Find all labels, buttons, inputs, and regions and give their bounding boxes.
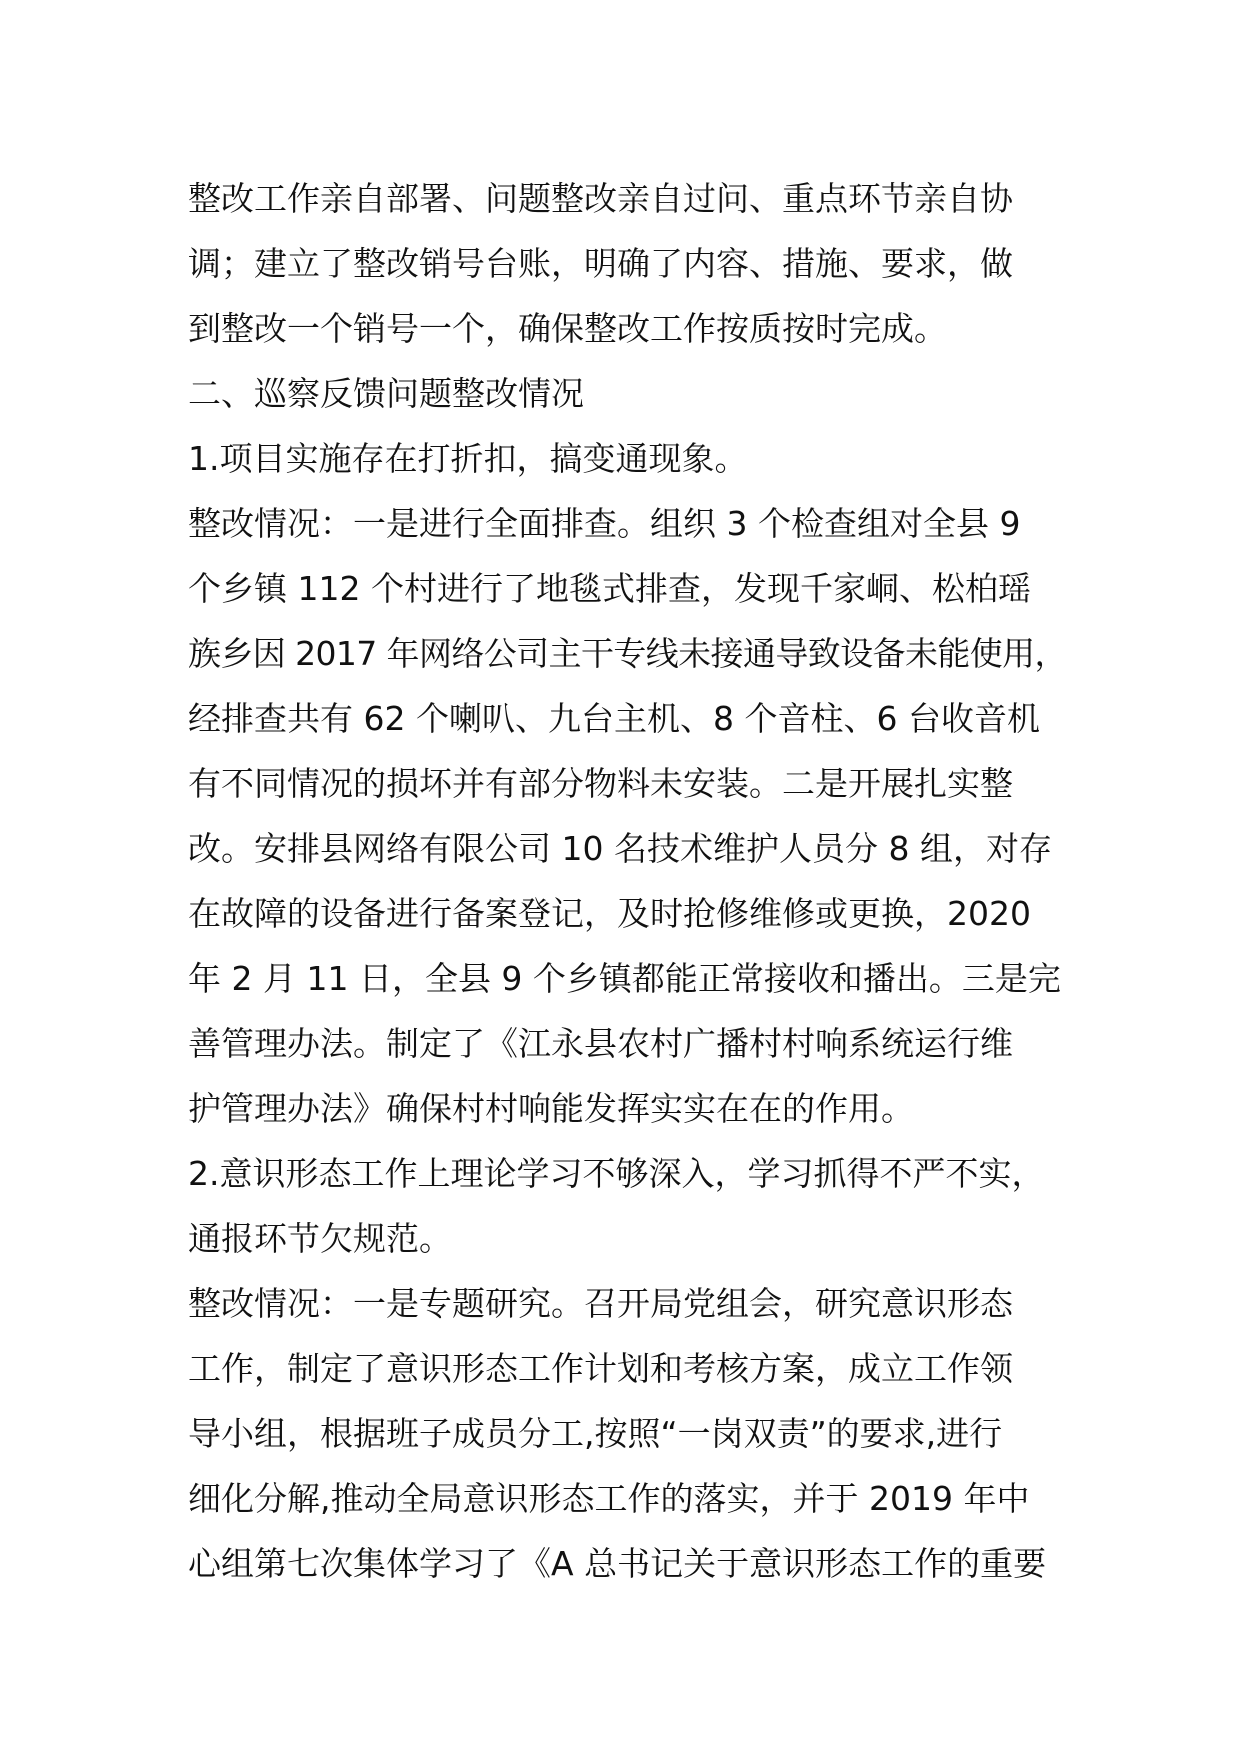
item-heading: 通报环节欠规范。 xyxy=(188,1219,452,1258)
text-line: 护管理办法》确保村村响能发挥实实在在的作用。 xyxy=(188,1089,914,1128)
text-line: 改。安排县网络有限公司 10 名技术维护人员分 8 组，对存 xyxy=(188,829,1052,868)
item-heading: 2.意识形态工作上理论学习不够深入，学习抓得不严不实， xyxy=(188,1154,1045,1193)
section-heading: 二、巡察反馈问题整改情况 xyxy=(188,374,584,413)
document-body xyxy=(188,166,1088,1596)
text-line: 细化分解,推动全局意识形态工作的落实，并于 2019 年中 xyxy=(188,1479,1030,1518)
text-line: 整改工作亲自部署、问题整改亲自过问、重点环节亲自协 xyxy=(188,179,1013,218)
text-line: 族乡因 2017 年网络公司主干专线未接通导致设备未能使用， xyxy=(188,634,1067,673)
text-line: 有不同情况的损坏并有部分物料未安装。二是开展扎实整 xyxy=(188,764,1013,803)
text-line: 导小组，根据班子成员分工,按照“一岗双责”的要求,进行 xyxy=(188,1414,1003,1453)
text-line: 整改情况：一是专题研究。召开局党组会，研究意识形态 xyxy=(188,1284,1013,1323)
text-line: 在故障的设备进行备案登记，及时抢修维修或更换，2020 xyxy=(188,894,1031,933)
text-line: 工作，制定了意识形态工作计划和考核方案，成立工作领 xyxy=(188,1349,1013,1388)
text-line: 心组第七次集体学习了《A 总书记关于意识形态工作的重要 xyxy=(188,1544,1047,1583)
text-line: 到整改一个销号一个，确保整改工作按质按时完成。 xyxy=(188,309,947,348)
text-line: 整改情况：一是进行全面排查。组织 3 个检查组对全县 9 xyxy=(188,504,1021,543)
text-line: 个乡镇 112 个村进行了地毯式排查，发现千家峒、松柏瑶 xyxy=(188,569,1031,608)
text-line: 经排查共有 62 个喇叭、九台主机、8 个音柱、6 台收音机 xyxy=(188,699,1040,738)
text-line: 年 2 月 11 日，全县 9 个乡镇都能正常接收和播出。三是完 xyxy=(188,959,1061,998)
item-heading: 1.项目实施存在打折扣，搞变通现象。 xyxy=(188,439,748,478)
text-line: 调；建立了整改销号台账，明确了内容、措施、要求，做 xyxy=(188,244,1013,283)
text-line: 善管理办法。制定了《江永县农村广播村村响系统运行维 xyxy=(188,1024,1013,1063)
